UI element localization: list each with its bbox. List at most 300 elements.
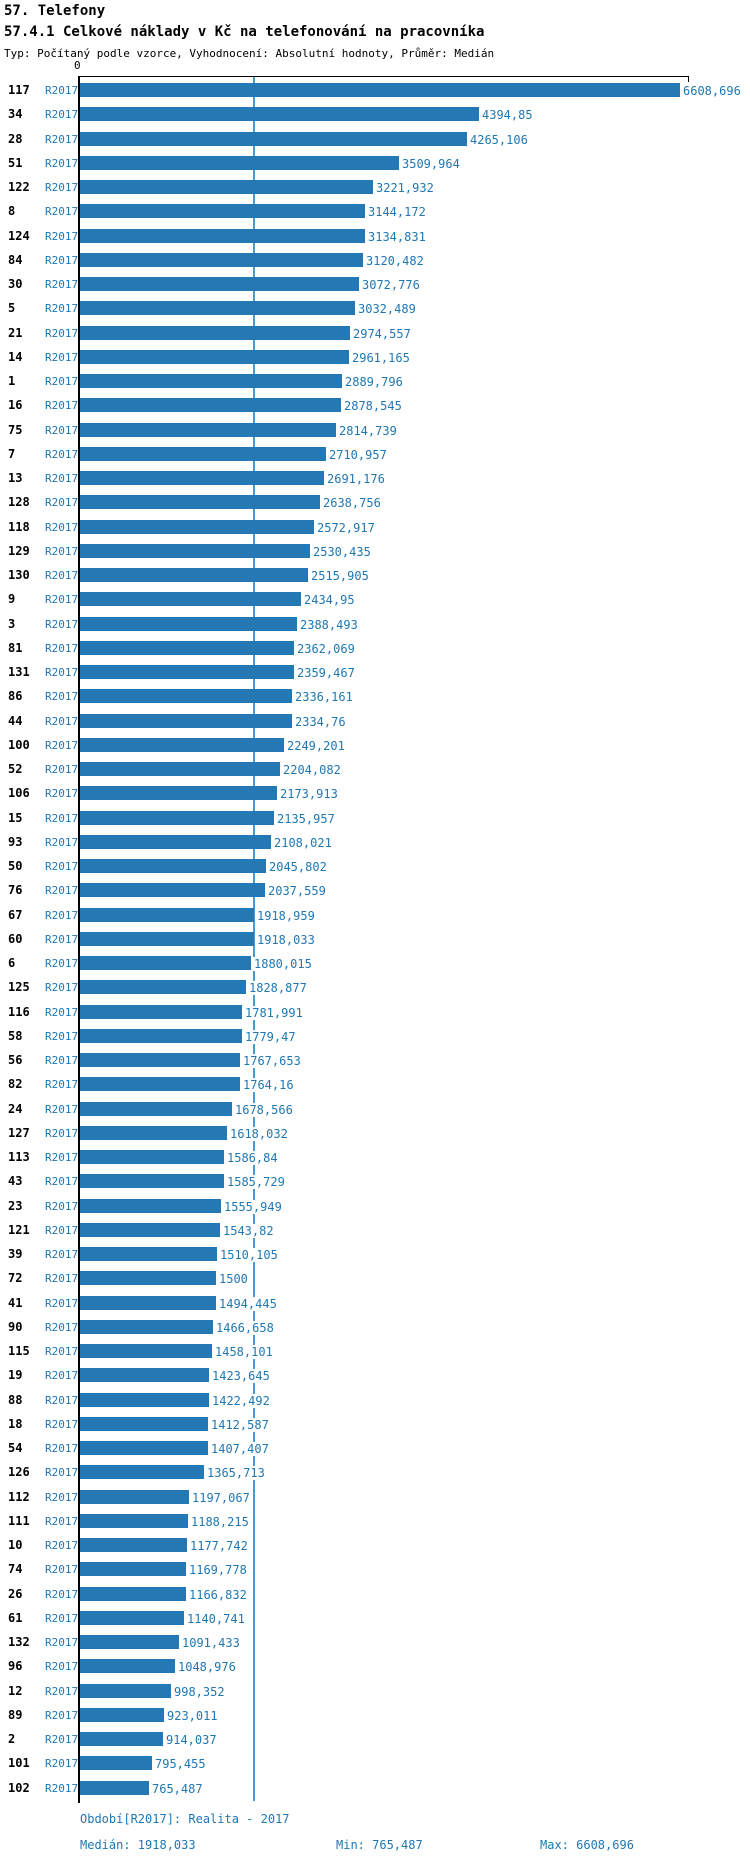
row-period-label: R2017 — [45, 714, 79, 728]
value-bar — [80, 1393, 209, 1407]
top-axis-ruler — [79, 76, 689, 77]
row-id: 101 — [8, 1756, 30, 1771]
value-bar — [80, 229, 365, 243]
table-row — [0, 1485, 750, 1509]
row-id: 61 — [8, 1610, 23, 1625]
value-bar — [80, 1465, 204, 1479]
table-row — [0, 1218, 750, 1242]
row-id: 102 — [8, 1780, 30, 1795]
value-label: 1177,742 — [190, 1539, 248, 1553]
row-id: 12 — [8, 1683, 23, 1698]
row-id: 1 — [8, 374, 16, 388]
table-row — [0, 1339, 750, 1363]
row-period-label: R2017 — [45, 811, 79, 825]
value-bar — [80, 1296, 216, 1310]
row-id: 18 — [8, 1416, 23, 1431]
value-label: 2515,905 — [311, 569, 369, 583]
row-id: 50 — [8, 859, 23, 873]
value-label: 2045,802 — [269, 860, 327, 874]
row-period-label: R2017 — [45, 908, 79, 922]
row-period-label: R2017 — [45, 1514, 79, 1528]
footer-median: Medián: 1918,033 — [80, 1838, 196, 1852]
table-row — [0, 321, 750, 345]
row-period-label: R2017 — [45, 1417, 79, 1431]
row-id: 88 — [8, 1392, 23, 1407]
value-label: 1458,101 — [215, 1345, 273, 1359]
value-bar — [80, 1756, 152, 1770]
value-label: 1779,47 — [245, 1029, 296, 1044]
row-period-label: R2017 — [45, 1223, 79, 1237]
value-label: 1828,877 — [249, 981, 307, 996]
row-id: 34 — [8, 107, 23, 122]
value-bar — [80, 132, 467, 146]
table-row — [0, 709, 750, 733]
row-period-label: R2017 — [45, 1442, 79, 1455]
row-id: 124 — [8, 228, 30, 243]
row-period-label: R2017 — [45, 544, 79, 558]
value-bar — [80, 689, 292, 703]
row-id: 74 — [8, 1562, 23, 1577]
value-bar — [80, 180, 373, 194]
value-label: 1918,959 — [257, 908, 315, 923]
row-period-label: R2017 — [45, 932, 79, 946]
row-period-label: R2017 — [45, 1005, 79, 1019]
table-row — [0, 369, 750, 393]
row-id: 58 — [8, 1028, 23, 1043]
table-row — [0, 151, 750, 175]
value-label: 1880,015 — [254, 957, 312, 971]
value-label: 2638,756 — [323, 496, 381, 511]
value-label: 1166,832 — [189, 1587, 247, 1602]
value-bar — [80, 714, 292, 728]
footer-min: Min: 765,487 — [336, 1838, 423, 1852]
value-label: 765,487 — [152, 1781, 203, 1796]
row-period-label: R2017 — [45, 690, 79, 704]
table-row — [0, 1194, 750, 1218]
table-row — [0, 345, 750, 369]
chart-title: 57.4.1 Celkové náklady v Kč na telefonování na pracovníka — [4, 24, 485, 40]
value-label: 1764,16 — [243, 1078, 294, 1093]
table-row — [0, 490, 750, 514]
table-row — [0, 102, 750, 126]
row-id: 75 — [8, 422, 23, 437]
row-period-label: R2017 — [45, 108, 79, 122]
row-period-label: R2017 — [45, 860, 79, 873]
row-id: 16 — [8, 398, 23, 413]
table-row — [0, 515, 750, 539]
table-row — [0, 757, 750, 781]
row-period-label: R2017 — [45, 1102, 79, 1116]
row-id: 56 — [8, 1053, 23, 1067]
row-id: 30 — [8, 277, 23, 291]
row-period-label: R2017 — [45, 496, 79, 510]
y-axis-line — [78, 76, 80, 1803]
table-row — [0, 1291, 750, 1315]
table-row — [0, 1048, 750, 1072]
row-period-label: R2017 — [45, 1029, 79, 1043]
row-period-label: R2017 — [45, 520, 79, 534]
value-label: 1918,033 — [257, 932, 315, 947]
value-bar — [80, 1587, 186, 1601]
value-bar — [80, 738, 284, 752]
value-bar — [80, 1781, 149, 1795]
value-bar — [80, 1271, 216, 1285]
table-row — [0, 1000, 750, 1024]
row-id: 5 — [8, 301, 16, 316]
value-bar — [80, 762, 280, 776]
value-label: 3144,172 — [368, 205, 426, 220]
row-id: 100 — [8, 737, 30, 752]
row-period-label: R2017 — [45, 399, 79, 413]
table-row — [0, 1145, 750, 1169]
row-period-label: R2017 — [45, 1660, 79, 1674]
table-row — [0, 733, 750, 757]
row-id: 113 — [8, 1150, 30, 1164]
value-bar — [80, 932, 254, 946]
row-period-label: R2017 — [45, 1757, 79, 1771]
value-label: 1422,492 — [212, 1393, 270, 1408]
row-id: 3 — [8, 616, 16, 631]
table-row — [0, 418, 750, 442]
row-period-label: R2017 — [45, 593, 79, 607]
row-id: 43 — [8, 1174, 23, 1189]
value-label: 2336,161 — [295, 690, 353, 705]
value-bar — [80, 156, 399, 170]
row-period-label: R2017 — [45, 1684, 79, 1698]
value-bar — [80, 495, 320, 509]
row-period-label: R2017 — [45, 957, 79, 970]
value-label: 1510,105 — [220, 1248, 278, 1262]
value-label: 2204,082 — [283, 763, 341, 777]
value-bar — [80, 374, 342, 388]
row-period-label: R2017 — [45, 1175, 79, 1189]
row-period-label: R2017 — [45, 1587, 79, 1601]
value-label: 6608,696 — [683, 84, 741, 98]
value-label: 1407,407 — [211, 1442, 269, 1456]
table-row — [0, 1776, 750, 1800]
table-row — [0, 199, 750, 223]
value-label: 2961,165 — [352, 350, 410, 365]
bar-rows — [0, 78, 750, 1800]
table-row — [0, 1557, 750, 1581]
row-id: 15 — [8, 810, 23, 825]
row-period-label: R2017 — [45, 569, 79, 582]
value-bar — [80, 471, 324, 485]
row-id: 23 — [8, 1198, 23, 1213]
value-label: 1586,84 — [227, 1151, 278, 1165]
row-id: 127 — [8, 1125, 30, 1140]
value-label: 1781,991 — [245, 1005, 303, 1020]
value-bar — [80, 1684, 171, 1698]
table-row — [0, 1606, 750, 1630]
row-period-label: R2017 — [45, 205, 79, 219]
footer-period-note: Období[R2017]: Realita - 2017 — [80, 1812, 290, 1826]
table-row — [0, 1121, 750, 1145]
value-label: 1197,067 — [192, 1490, 250, 1505]
value-bar — [80, 1199, 221, 1213]
table-row — [0, 127, 750, 151]
row-id: 8 — [8, 204, 16, 219]
value-label: 2135,957 — [277, 811, 335, 826]
table-row — [0, 1242, 750, 1266]
row-period-label: R2017 — [45, 447, 79, 461]
value-label: 2334,76 — [295, 714, 346, 729]
value-label: 1412,587 — [211, 1417, 269, 1432]
table-row — [0, 78, 750, 102]
value-bar — [80, 1174, 224, 1188]
value-label: 3032,489 — [358, 302, 416, 317]
table-row — [0, 854, 750, 878]
row-period-label: R2017 — [45, 253, 79, 267]
footer-max: Max: 6608,696 — [540, 1838, 634, 1852]
row-id: 2 — [8, 1732, 16, 1746]
row-period-label: R2017 — [45, 1126, 79, 1140]
table-row — [0, 1630, 750, 1654]
value-label: 2572,917 — [317, 520, 375, 535]
value-bar — [80, 1005, 242, 1019]
row-period-label: R2017 — [45, 1490, 79, 1504]
row-id: 7 — [8, 446, 16, 461]
table-row — [0, 878, 750, 902]
axis-origin-label: 0 — [74, 59, 81, 72]
table-row — [0, 272, 750, 296]
value-bar — [80, 641, 294, 655]
table-row — [0, 224, 750, 248]
value-label: 1365,713 — [207, 1466, 265, 1481]
row-id: 51 — [8, 155, 23, 170]
value-label: 3134,831 — [368, 229, 426, 244]
value-bar — [80, 1150, 224, 1164]
value-bar — [80, 1611, 184, 1625]
row-id: 125 — [8, 980, 30, 995]
table-row — [0, 1266, 750, 1290]
row-id: 6 — [8, 956, 16, 970]
row-id: 116 — [8, 1004, 30, 1019]
value-label: 2814,739 — [339, 423, 397, 438]
value-bar — [80, 1077, 240, 1091]
row-period-label: R2017 — [45, 326, 79, 340]
value-bar — [80, 908, 254, 922]
row-period-label: R2017 — [45, 1636, 79, 1649]
value-bar — [80, 301, 355, 315]
row-id: 60 — [8, 931, 23, 946]
value-label: 2889,796 — [345, 375, 403, 389]
table-row — [0, 1582, 750, 1606]
value-bar — [80, 1029, 242, 1043]
row-period-label: R2017 — [45, 981, 79, 995]
row-id: 72 — [8, 1271, 23, 1286]
row-id: 90 — [8, 1319, 23, 1334]
row-period-label: R2017 — [45, 835, 79, 849]
row-period-label: R2017 — [45, 763, 79, 776]
value-label: 1466,658 — [216, 1320, 274, 1335]
row-period-label: R2017 — [45, 1393, 79, 1407]
table-row — [0, 466, 750, 490]
value-bar — [80, 1514, 188, 1528]
table-row — [0, 1751, 750, 1775]
table-row — [0, 1654, 750, 1678]
value-bar — [80, 350, 349, 364]
row-id: 54 — [8, 1441, 23, 1455]
table-row — [0, 1363, 750, 1387]
value-bar — [80, 1441, 208, 1455]
value-label: 2691,176 — [327, 472, 385, 486]
value-label: 923,011 — [167, 1708, 218, 1723]
table-row — [0, 975, 750, 999]
value-label: 2710,957 — [329, 447, 387, 462]
row-period-label: R2017 — [45, 1733, 79, 1746]
row-period-label: R2017 — [45, 1151, 79, 1164]
chart-subtitle: Typ: Počítaný podle vzorce, Vyhodnocení: Absolutní hodnoty, Průměr: Medián — [4, 47, 495, 60]
row-id: 21 — [8, 325, 23, 340]
value-label: 1494,445 — [219, 1296, 277, 1311]
value-label: 2974,557 — [353, 326, 411, 341]
row-id: 52 — [8, 762, 23, 776]
table-row — [0, 1169, 750, 1193]
row-id: 82 — [8, 1077, 23, 1092]
value-label: 2249,201 — [287, 738, 345, 753]
table-row — [0, 393, 750, 417]
value-bar — [80, 326, 350, 340]
value-bar — [80, 1417, 208, 1431]
value-bar — [80, 1320, 213, 1334]
value-bar — [80, 1053, 240, 1067]
value-bar — [80, 520, 314, 534]
value-bar — [80, 1490, 189, 1504]
value-label: 2108,021 — [274, 835, 332, 850]
row-id: 111 — [8, 1513, 30, 1528]
row-id: 24 — [8, 1101, 23, 1116]
table-row — [0, 1412, 750, 1436]
table-row — [0, 1072, 750, 1096]
value-label: 1767,653 — [243, 1054, 301, 1068]
table-row — [0, 951, 750, 975]
row-id: 121 — [8, 1222, 30, 1237]
value-bar — [80, 1562, 186, 1576]
value-bar — [80, 883, 265, 897]
row-period-label: R2017 — [45, 375, 79, 388]
table-row — [0, 442, 750, 466]
row-id: 131 — [8, 665, 30, 679]
row-id: 130 — [8, 568, 30, 582]
table-row — [0, 1460, 750, 1484]
row-id: 81 — [8, 640, 23, 655]
value-bar — [80, 107, 479, 121]
value-label: 1555,949 — [224, 1199, 282, 1214]
value-bar — [80, 1635, 179, 1649]
value-label: 1585,729 — [227, 1175, 285, 1190]
table-row — [0, 781, 750, 805]
row-period-label: R2017 — [45, 132, 79, 146]
row-period-label: R2017 — [45, 181, 79, 194]
value-label: 1500 — [219, 1272, 248, 1287]
row-period-label: R2017 — [45, 278, 79, 291]
row-id: 44 — [8, 713, 23, 728]
value-bar — [80, 786, 277, 800]
value-bar — [80, 1368, 209, 1382]
row-id: 26 — [8, 1586, 23, 1601]
row-id: 13 — [8, 471, 23, 485]
row-period-label: R2017 — [45, 1539, 79, 1552]
value-label: 1618,032 — [230, 1126, 288, 1141]
table-row — [0, 1703, 750, 1727]
row-id: 96 — [8, 1659, 23, 1674]
row-period-label: R2017 — [45, 617, 79, 631]
table-row — [0, 1097, 750, 1121]
row-id: 28 — [8, 131, 23, 146]
row-id: 76 — [8, 883, 23, 898]
row-period-label: R2017 — [45, 1054, 79, 1067]
row-period-label: R2017 — [45, 1708, 79, 1722]
value-label: 1091,433 — [182, 1636, 240, 1650]
value-label: 3221,932 — [376, 181, 434, 195]
row-id: 128 — [8, 495, 30, 510]
value-bar — [80, 617, 297, 631]
value-bar — [80, 1659, 175, 1673]
table-row — [0, 539, 750, 563]
value-label: 3509,964 — [402, 156, 460, 171]
value-bar — [80, 398, 341, 412]
row-id: 93 — [8, 834, 23, 849]
value-bar — [80, 1708, 164, 1722]
table-row — [0, 1509, 750, 1533]
table-row — [0, 563, 750, 587]
row-id: 122 — [8, 180, 30, 194]
row-id: 115 — [8, 1344, 30, 1358]
value-bar — [80, 447, 326, 461]
row-period-label: R2017 — [45, 229, 79, 243]
row-period-label: R2017 — [45, 1248, 79, 1261]
table-row — [0, 684, 750, 708]
value-label: 795,455 — [155, 1757, 206, 1772]
value-label: 1140,741 — [187, 1611, 245, 1626]
table-row — [0, 612, 750, 636]
row-period-label: R2017 — [45, 641, 79, 655]
value-bar — [80, 83, 680, 97]
table-row — [0, 927, 750, 951]
table-row — [0, 903, 750, 927]
value-label: 2434,95 — [304, 593, 355, 608]
value-bar — [80, 1732, 163, 1746]
row-period-label: R2017 — [45, 1320, 79, 1334]
row-period-label: R2017 — [45, 1563, 79, 1577]
row-period-label: R2017 — [45, 1781, 79, 1795]
value-label: 2530,435 — [313, 544, 371, 559]
value-label: 914,037 — [166, 1733, 217, 1747]
row-id: 118 — [8, 519, 30, 534]
value-bar — [80, 811, 274, 825]
row-period-label: R2017 — [45, 1345, 79, 1358]
value-label: 4265,106 — [470, 132, 528, 147]
table-row — [0, 1533, 750, 1557]
value-bar — [80, 859, 266, 873]
value-bar — [80, 423, 336, 437]
value-bar — [80, 1102, 232, 1116]
row-id: 106 — [8, 786, 30, 801]
value-label: 998,352 — [174, 1684, 225, 1699]
row-id: 67 — [8, 907, 23, 922]
value-label: 2037,559 — [268, 884, 326, 899]
value-label: 1048,976 — [178, 1660, 236, 1675]
table-row — [0, 1679, 750, 1703]
value-bar — [80, 835, 271, 849]
value-label: 2388,493 — [300, 617, 358, 632]
value-label: 3072,776 — [362, 278, 420, 292]
value-label: 1169,778 — [189, 1563, 247, 1578]
row-id: 19 — [8, 1368, 23, 1383]
row-period-label: R2017 — [45, 302, 79, 316]
row-id: 39 — [8, 1247, 23, 1261]
